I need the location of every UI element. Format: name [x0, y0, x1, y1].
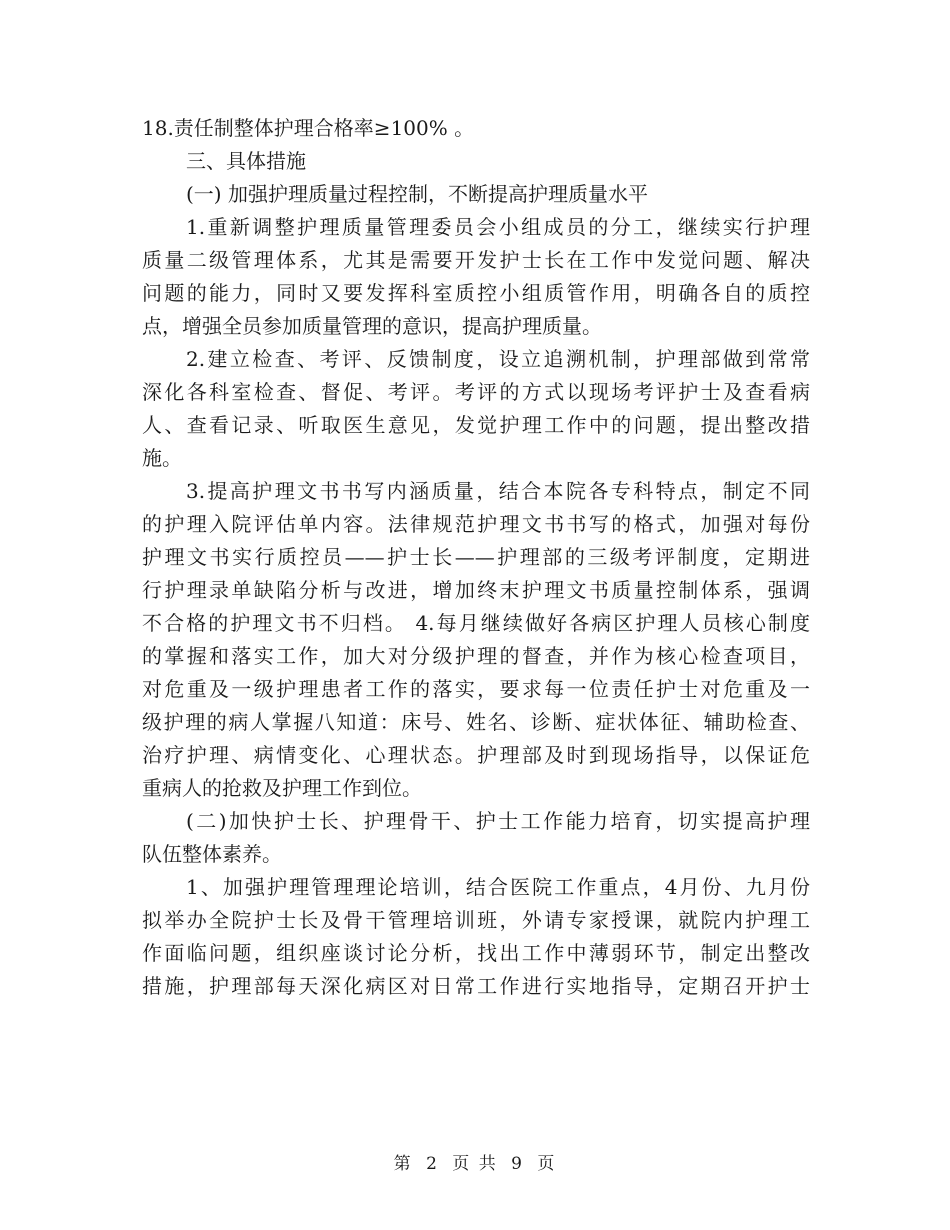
text-line: 的掌握和落实工作，加大对分级护理的督查，并作为核心检查项目，	[142, 644, 810, 668]
text-line: 1.重新调整护理质量管理委员会小组成员的分工，继续实行护理	[186, 215, 810, 239]
text-line: 三、具体措施	[186, 149, 306, 173]
text-line: 作面临问题，组织座谈讨论分析，找出工作中薄弱环节，制定出整改	[142, 941, 810, 965]
footer-current-page: 2	[426, 1154, 439, 1174]
text-line: 18.责任制整体护理合格率≥100% 。	[142, 116, 475, 140]
text-line: 施。	[142, 446, 182, 470]
text-line: 的护理入院评估单内容。法律规范护理文书书写的格式，加强对每份	[142, 512, 810, 536]
text-line: 质量二级管理体系，尤其是需要开发护士长在工作中发觉问题、解决	[142, 248, 810, 272]
footer-total-pages: 9	[511, 1154, 524, 1174]
text-line: 问题的能力，同时又要发挥科室质控小组质管作用，明确各自的质控	[142, 281, 810, 305]
text-line: 人、查看记录、听取医生意见，发觉护理工作中的问题，提出整改措	[142, 413, 810, 437]
text-line: 2.建立检查、考评、反馈制度，设立追溯机制，护理部做到常常	[186, 347, 810, 371]
text-line: 点，增强全员参加质量管理的意识，提高护理质量。	[142, 314, 602, 338]
text-line: 队伍整体素养。	[142, 842, 282, 866]
text-line: 不合格的护理文书不归档。 4.每月继续做好各病区护理人员核心制度	[142, 611, 810, 635]
text-line: (二)加快护士长、护理骨干、护士工作能力培育，切实提高护理	[186, 809, 810, 833]
text-line: 行护理录单缺陷分析与改进，增加终末护理文书质量控制体系，强调	[142, 578, 810, 602]
text-line: 对危重及一级护理患者工作的落实，要求每一位责任护士对危重及一	[142, 677, 810, 701]
text-line: 1、加强护理管理理论培训，结合医院工作重点，4月份、九月份	[186, 875, 810, 899]
document-body	[142, 112, 810, 1003]
text-line: 治疗护理、病情变化、心理状态。护理部及时到现场指导，以保证危	[142, 743, 810, 767]
text-line: 3.提高护理文书书写内涵质量，结合本院各专科特点，制定不同	[186, 479, 810, 503]
text-line: 措施，护理部每天深化病区对日常工作进行实地指导，定期召开护士	[142, 974, 810, 998]
text-line: 重病人的抢救及护理工作到位。	[142, 776, 422, 800]
footer-suffix: 页	[537, 1154, 557, 1174]
text-line: 级护理的病人掌握八知道：床号、姓名、诊断、症状体征、辅助检查、	[142, 710, 810, 734]
text-line: (一) 加强护理质量过程控制，不断提高护理质量水平	[186, 182, 648, 206]
footer-middle: 页 共	[452, 1154, 498, 1174]
footer-prefix: 第	[393, 1154, 413, 1174]
page-footer	[0, 1152, 950, 1176]
text-line: 深化各科室检查、督促、考评。考评的方式以现场考评护士及查看病	[142, 380, 810, 404]
text-line: 拟举办全院护士长及骨干管理培训班，外请专家授课，就院内护理工	[142, 908, 810, 932]
text-line: 护理文书实行质控员——护士长——护理部的三级考评制度，定期进	[142, 545, 810, 569]
